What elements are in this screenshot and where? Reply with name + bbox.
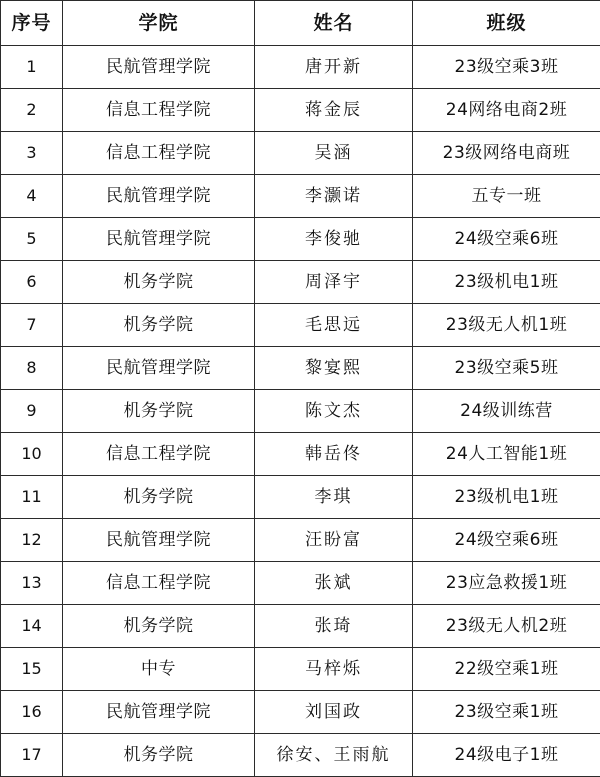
cell-class: 23级机电1班 (413, 261, 600, 304)
cell-name: 徐安、王雨航 (255, 734, 413, 777)
cell-index: 1 (1, 46, 63, 89)
cell-index: 5 (1, 218, 63, 261)
cell-class: 23级无人机1班 (413, 304, 600, 347)
cell-college: 机务学院 (63, 476, 255, 519)
cell-index: 16 (1, 691, 63, 734)
cell-name: 汪盼富 (255, 519, 413, 562)
cell-index: 9 (1, 390, 63, 433)
cell-class: 23级网络电商班 (413, 132, 600, 175)
cell-index: 6 (1, 261, 63, 304)
table-row (1, 218, 600, 261)
cell-index: 2 (1, 89, 63, 132)
cell-index: 12 (1, 519, 63, 562)
table-row (1, 648, 600, 691)
cell-college: 信息工程学院 (63, 89, 255, 132)
cell-name: 马梓烁 (255, 648, 413, 691)
cell-name: 陈文杰 (255, 390, 413, 433)
cell-college: 信息工程学院 (63, 433, 255, 476)
cell-college: 机务学院 (63, 734, 255, 777)
table-row (1, 433, 600, 476)
table-header (1, 1, 600, 46)
cell-class: 23级空乘3班 (413, 46, 600, 89)
cell-name: 韩岳佟 (255, 433, 413, 476)
cell-college: 民航管理学院 (63, 175, 255, 218)
column-header-class: 班级 (413, 1, 600, 46)
table-row (1, 175, 600, 218)
table-row (1, 89, 600, 132)
cell-class: 24人工智能1班 (413, 433, 600, 476)
cell-index: 7 (1, 304, 63, 347)
cell-class: 23级空乘5班 (413, 347, 600, 390)
cell-college: 民航管理学院 (63, 46, 255, 89)
cell-college: 民航管理学院 (63, 347, 255, 390)
cell-college: 民航管理学院 (63, 691, 255, 734)
cell-name: 张琦 (255, 605, 413, 648)
cell-class: 23级空乘1班 (413, 691, 600, 734)
cell-index: 8 (1, 347, 63, 390)
table-row (1, 562, 600, 605)
table-header-row (1, 1, 600, 46)
cell-college: 信息工程学院 (63, 562, 255, 605)
cell-college: 民航管理学院 (63, 218, 255, 261)
cell-class: 24级空乘6班 (413, 519, 600, 562)
cell-name: 吴涵 (255, 132, 413, 175)
cell-class: 24级训练营 (413, 390, 600, 433)
cell-index: 13 (1, 562, 63, 605)
cell-college: 机务学院 (63, 605, 255, 648)
cell-name: 毛思远 (255, 304, 413, 347)
cell-college: 机务学院 (63, 390, 255, 433)
table-row (1, 132, 600, 175)
cell-name: 蒋金辰 (255, 89, 413, 132)
cell-name: 李俊驰 (255, 218, 413, 261)
column-header-college: 学院 (63, 1, 255, 46)
table-row (1, 390, 600, 433)
column-header-index: 序号 (1, 1, 63, 46)
cell-class: 24网络电商2班 (413, 89, 600, 132)
table-row (1, 46, 600, 89)
cell-class: 23级无人机2班 (413, 605, 600, 648)
table-row (1, 691, 600, 734)
cell-index: 11 (1, 476, 63, 519)
table-row (1, 347, 600, 390)
cell-name: 张斌 (255, 562, 413, 605)
table-row (1, 519, 600, 562)
cell-college: 信息工程学院 (63, 132, 255, 175)
cell-college: 机务学院 (63, 304, 255, 347)
cell-index: 14 (1, 605, 63, 648)
table-row (1, 261, 600, 304)
table-row (1, 734, 600, 777)
cell-name: 唐开新 (255, 46, 413, 89)
cell-class: 23应急救援1班 (413, 562, 600, 605)
cell-name: 黎宴熙 (255, 347, 413, 390)
cell-index: 3 (1, 132, 63, 175)
cell-college: 民航管理学院 (63, 519, 255, 562)
cell-index: 15 (1, 648, 63, 691)
table-row (1, 476, 600, 519)
table-body (1, 46, 600, 777)
column-header-name: 姓名 (255, 1, 413, 46)
cell-index: 4 (1, 175, 63, 218)
cell-index: 10 (1, 433, 63, 476)
cell-class: 24级空乘6班 (413, 218, 600, 261)
cell-index: 17 (1, 734, 63, 777)
cell-class: 23级机电1班 (413, 476, 600, 519)
cell-name: 刘国政 (255, 691, 413, 734)
cell-class: 22级空乘1班 (413, 648, 600, 691)
cell-college: 机务学院 (63, 261, 255, 304)
table-row (1, 605, 600, 648)
cell-college: 中专 (63, 648, 255, 691)
cell-name: 李琪 (255, 476, 413, 519)
cell-class: 24级电子1班 (413, 734, 600, 777)
cell-name: 李灏诺 (255, 175, 413, 218)
cell-class: 五专一班 (413, 175, 600, 218)
cell-name: 周泽宇 (255, 261, 413, 304)
table-row (1, 304, 600, 347)
